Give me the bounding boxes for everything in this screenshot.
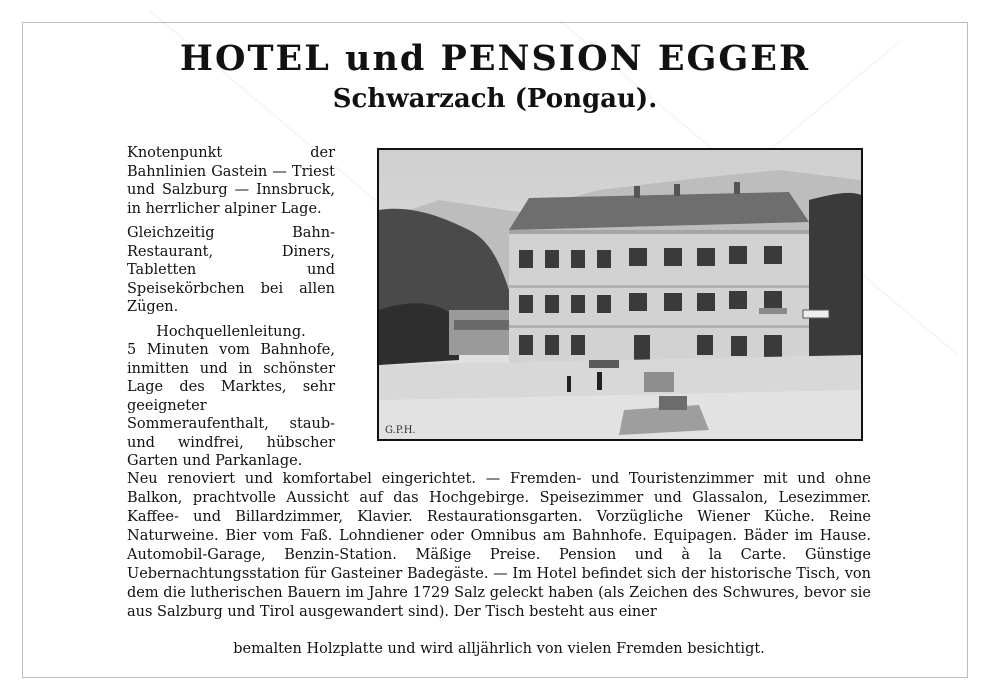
page-subtitle: Schwarzach (Pongau). [332, 84, 658, 114]
intro-paragraph: 5 Minuten vom Bahnhofe, inmitten und in schönster Lage des Marktes, sehr geeigneter Sommeraufenthalt, staub- und windfrei, hübscher Garten und Parkanlage. [127, 342, 335, 469]
body-last-line: bemalten Holzplatte und wird alljährlich von vielen Fremden besichtigt. [233, 641, 765, 657]
photo-signature: G.P.H. [385, 425, 416, 436]
body-text: Neu renoviert und komfortabel eingerichtet. — Fremden- und Touristenzimmer mit und ohne Balkon, prachtvolle Aussicht auf das Hochgebirge. Speisezimmer und Glassalon, Lesezimmer. Kaffee- und Billardzimmer, Klavier. Restaurationsgarten. Vorzügliche Wiener Küche. Reine Naturweine. Bier vom Faß. Lohndiener oder Omnibus am Bahnhofe. Equipagen. Bäder im Hause. Automobil-Garage, Benzin-Station. Mäßige Preise. Pension und à la Carte. Günstige Uebernachtungsstation für Gasteiner Badegäste. — Im Hotel befindet sich der historische Tisch, von dem die lutherischen Bauern im Jahre 1729 Salz geleckt haben (als Zeichen des Schwures, bevor sie aus Salzburg und Tirol ausgewandert sind). Der Tisch besteht aus einer [127, 471, 871, 620]
intro-paragraph: Knotenpunkt der Bahnlinien Gastein — Triest und Salzburg — Innsbruck, in herrlicher alpiner Lage. [127, 145, 335, 217]
intro-column [127, 144, 335, 477]
intro-paragraph: Gleichzeitig Bahn-Restaurant, Diners, Tabletten und Speisekörbchen bei allen Zügen. [127, 225, 335, 315]
hotel-photo [377, 148, 863, 441]
page-title: HOTEL und PENSION EGGER [179, 38, 811, 79]
hotel-building-illustration [379, 150, 861, 439]
intro-center-line: Hochquellenleitung. [156, 323, 306, 340]
